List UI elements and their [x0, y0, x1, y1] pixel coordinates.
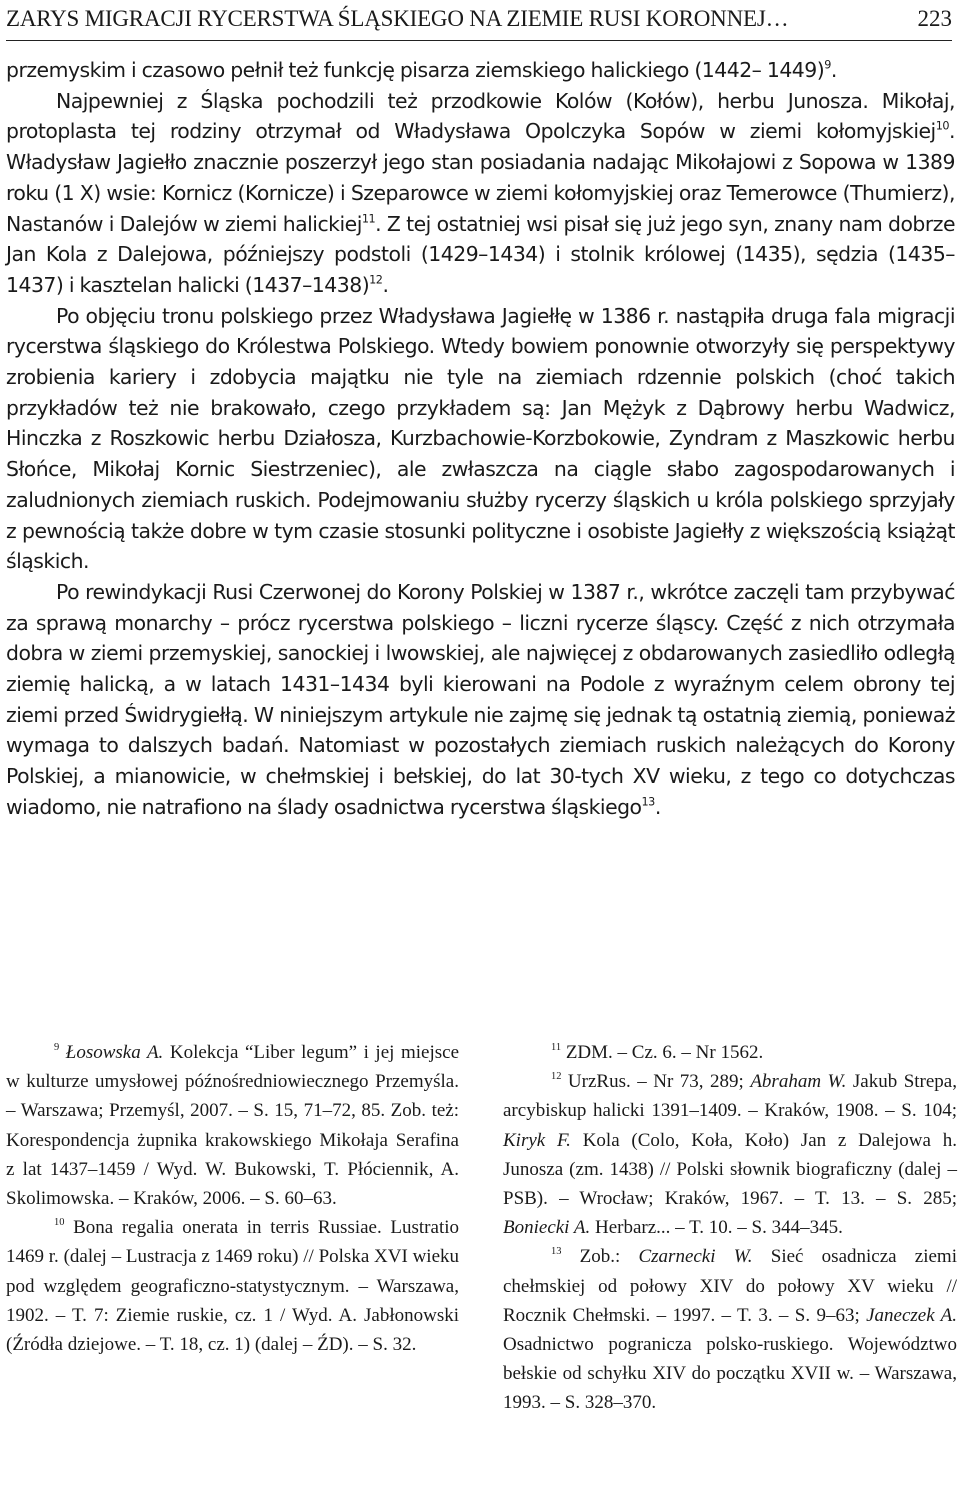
- footnote-text: Sieć osadnicza ziemi chełmskiej od połowy XIV do połowy XV wieku // Rocznik Chełmski. – 1997. – T. 3. – S. 9–63;: [503, 1246, 957, 1326]
- footnote-text: Osadnictwo pogranicza polsko-ruskiego. Województwo bełskie od schyłku XIV do początku XVII w. – Warszawa, 1993. – S. 328–370.: [503, 1334, 957, 1414]
- footnote-number: 12: [551, 1071, 562, 1083]
- footnotes-left-column: [6, 1038, 459, 1359]
- footnote-text: Kola (Colo, Koła, Koło) Jan z Dalejowa h. Junosza (zm. 1438) // Polski słownik biograficzny (dalej – PSB). – Wrocław; Kraków, 1967. – T. 13. – S. 285;: [503, 1129, 957, 1210]
- footnote-author: Kiryk F.: [503, 1129, 571, 1151]
- footnote-text: Jakub Strepa, arcybiskup halicki 1391–1409. – Kraków, 1908. – S. 104;: [503, 1071, 957, 1122]
- footnote-text: Kolekcja “Liber legum” i jej miejsce w kulturze umysłowej późnośredniowiecznego Przemyśla. – Warszawa; Przemyśl, 2007. – S. 15, 71–72, 85. Zob. też: Korespondencja żupnika krakowskiego Mikołaja Serafina z lat 1437–1459 / Wyd. W. Bukowski, T. Płóciennik, A. Skolimowska. – Kraków, 2006. – S. 60–63.: [6, 1042, 459, 1210]
- paragraph-text: Najpewniej z Śląska pochodzili też przodkowie Kolów (Kołów), herbu Junosza. Mikołaj, protoplasta tej rodziny otrzymał od Władysława Opolczyka Sopów w ziemi kołomyjskiej: [6, 88, 955, 144]
- footnote-ref-12[interactable]: 12: [369, 273, 383, 287]
- paragraph-text: Po objęciu tronu polskiego przez Władysława Jagiełłę w 1386 r. nastąpiła druga fala migracji rycerstwa śląskiego do Królestwa Polskiego. Wtedy bowiem ponownie otworzyły się perspektywy zrobienia kariery i zdobycia majątku nie tyle na ziemiach rdzennie polskich (choć takich przykładów też nie brakowało, czego przykładem są: Jan Mężyk z Dąbrowy herbu Wadwicz, Hinczka z Roszkowic herbu Działosza, Kurzbachowie-Korzbokowie, Zyndram z Maszkowic herbu Słońce, Mikołaj Kornic Siestrzeniec), ale zwłaszcza na ciągle słabo zagospodarowanych i zaludnionych ziemiach ruskich. Podejmowaniu służby rycerzy śląskich u króla polskiego sprzyjały z pewnością także dobre w tym czasie stosunki polityczne i osobiste Jagiełły z większością książąt śląskich.: [6, 303, 955, 574]
- paragraph-text: .: [654, 794, 661, 819]
- footnote-ref-11[interactable]: 11: [361, 212, 376, 226]
- paragraph-text: Po rewindykacji Rusi Czerwonej do Korony Polskiej w 1387 r., wkrótce zaczęli tam przybywać za sprawą monarchy – prócz rycerstwa polskiego – liczni rycerze śląscy. Część z nich otrzymała dobra w ziemi przemyskiej, sanockiej i lwowskiej, ale najwięcej z obdarowanych zasiedliło odległą ziemię halicką, a w latach 1431–1434 byli kierowani na Podole z wyraźnym celem obrony tej ziemi przed Świdrygiełłą. W niniejszym artykule nie zajmę się jednak tą ostatnią ziemią, ponieważ wymaga to dalszych badań. Natomiast w pozostałych ziemiach ruskich należących do Korony Polskiej, a mianowicie, w chełmskiej i bełskiej, do lat 30-tych XV wieku, z tego co dotychczas wiadomo, nie natrafiono na ślady osadnictwa rycerstwa śląskiego: [6, 579, 955, 819]
- paragraph-2: [6, 86, 955, 301]
- main-text: [6, 55, 955, 823]
- footnote-ref-13[interactable]: 13: [641, 795, 655, 809]
- footnote-text: Zob.:: [561, 1246, 639, 1268]
- footnote-ref-10[interactable]: 10: [935, 120, 950, 133]
- paragraph-text: .: [382, 272, 389, 297]
- paragraph-1: [6, 55, 955, 86]
- paragraph-3: [6, 301, 955, 577]
- footnote-text: Bona regalia onerata in terris Russiae. Lustratio 1469 r. (dalej – Lustracja z 1469 roku) // Polska XVI wieku pod względem geograficzno-statystycznym. – Warszawa, 1902. – T. 7: Ziemie ruskie, cz. 1 / Wyd. A. Jabłonowski (Źródła dziejowe. – T. 18, cz. 1) (dalej – ŹD). – S. 32.: [6, 1217, 459, 1356]
- footnote-number: 13: [551, 1246, 562, 1258]
- footnote-author: Boniecki A.: [503, 1217, 591, 1239]
- running-title: ZARYS MIGRACJI RYCERSTWA ŚLĄSKIEGO NA ZIEMIE RUSI KORONNEJ…: [6, 6, 789, 31]
- paragraph-text: .: [830, 58, 837, 82]
- footnote-10: [6, 1213, 459, 1359]
- footnote-number: 11: [551, 1042, 562, 1054]
- paragraph-text: . Władysław Jagiełło znacznie poszerzył jego stan posiadania nadając Mikołajowi z Sopowa w 1389 roku (1 X) wsie: Kornicz (Kornicze) i Szeparowce w ziemi kołomyjskiej oraz Temerowce (Thumierz), Nastanów i Dalejów w ziemi halickiej: [6, 119, 955, 236]
- footnote-author: Łosowska A.: [65, 1042, 164, 1063]
- footnote-author: Czarnecki W.: [638, 1246, 753, 1268]
- footnote-text: ZDM. – Cz. 6. – Nr 1562.: [561, 1042, 764, 1063]
- footnote-author: Abraham W.: [750, 1071, 847, 1093]
- footnote-number: 10: [54, 1217, 65, 1229]
- footnotes-right-column: [503, 1038, 957, 1418]
- footnote-author: Janeczek A.: [866, 1304, 957, 1326]
- page-number: 223: [917, 6, 952, 31]
- footnote-text: UrzRus. – Nr 73, 289;: [561, 1071, 751, 1093]
- running-header: [6, 4, 952, 41]
- paragraph-text: przemyskim i czasowo pełnił też funkcję pisarza ziemskiego halickiego (1442– 1449): [6, 58, 825, 82]
- footnote-text: Herbarz... – T. 10. – S. 344–345.: [590, 1217, 843, 1239]
- footnote-11: [503, 1038, 957, 1067]
- footnote-12: [503, 1067, 957, 1242]
- paragraph-text: . Z tej ostatniej wsi pisał się już jego syn, znany nam dobrze Jan Kola z Dalejowa, późniejszy podstoli (1429–1434) i stolnik królowej (1435), sędzia (1435–1437) i kasztelan halicki (1437–1438): [6, 211, 955, 297]
- footnote-9: [6, 1038, 459, 1213]
- footnote-number: 9: [54, 1042, 60, 1054]
- footnote-13: [503, 1242, 957, 1417]
- paragraph-4: [6, 577, 955, 823]
- footnote-ref-9[interactable]: 9: [824, 58, 831, 72]
